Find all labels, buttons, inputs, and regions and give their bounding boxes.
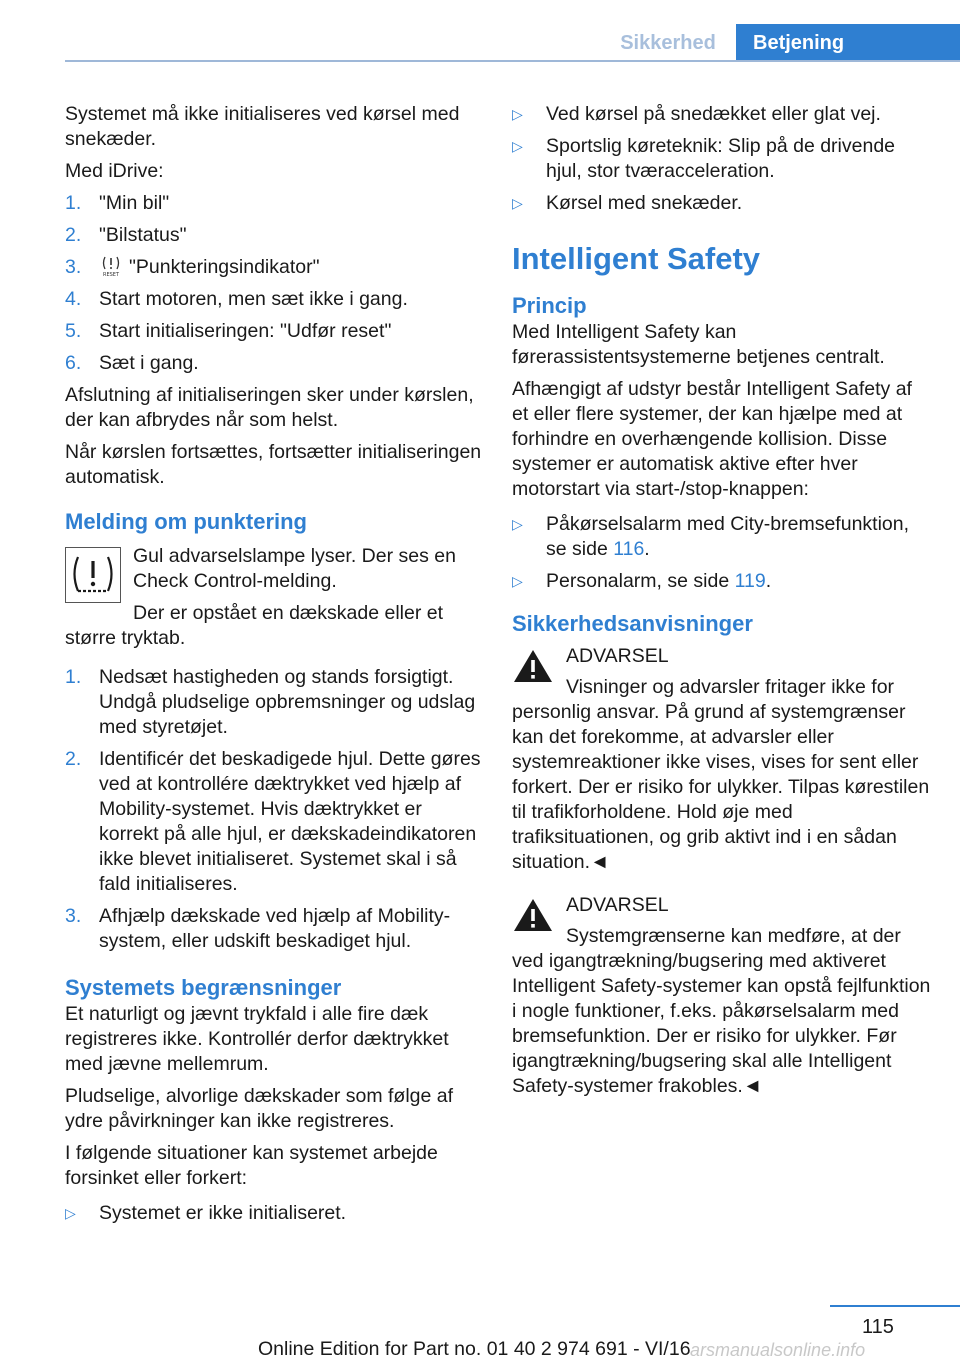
item-text-end: . [765,570,772,592]
header-divider [65,60,960,62]
page-link-119[interactable]: 119 [734,570,766,592]
triangle-bullet-icon: ▷ [512,516,523,532]
step-number: 2. [65,224,82,246]
list-item [512,512,932,562]
warning-heading: ADVARSEL [566,894,669,916]
left-column [65,102,483,1233]
triangle-bullet-icon: ▷ [512,573,523,589]
step-number: 2. [65,748,82,770]
warning-text: Systemgrænserne kan medføre, at der ved igangtrækning/bugsering med aktiveret Intelligent Safety-systemer kan opstå fejlfunktion i nogle funktioner, f.eks. påkørselsalarm med bremsefunktion. Der er risiko for ulykker. Før igangtrækning/bugsering skal alle Intelligent Safety-systemer frakobles.◄ [512,925,931,1097]
step-text: "Min bil" [99,192,170,214]
list-item [65,747,483,897]
item-text: Systemet er ikke initialiseret. [99,1202,347,1224]
item-text: Personalarm, se side [546,570,735,592]
step-text: Nedsæt hastigheden og stands forsigtigt. Undgå pludselige opbremsninger og udslag med styretøjet. [99,666,476,738]
page-link-116[interactable]: 116 [613,538,645,560]
list-item [512,191,932,216]
triangle-bullet-icon: ▷ [65,1205,76,1221]
warning-triangle-icon [512,648,554,684]
step-text: Sæt i gang. [99,352,199,374]
step-text: Start motoren, men sæt ikke i gang. [99,288,408,310]
paragraph: Afslutning af initialiseringen sker under kørslen, der kan afbrydes når som helst. [65,384,474,431]
list-item [65,904,483,954]
list-item [65,319,483,344]
triangle-bullet-icon: ▷ [512,138,523,154]
item-text: Kørsel med snekæder. [546,192,743,214]
list-item [65,255,483,280]
triangle-bullet-icon: ▷ [512,195,523,211]
list-item [65,223,483,248]
step-text: Identificér det beskadigede hjul. Dette gøres ved at kontrollére dæktrykket ved hjælp af Mobility-systemet. Hvis dæktrykket er korrekt på alle hjul, er dækskadeindikatoren ikke blevet initialiseret. Systemet skal i så fald initialiseres. [99,748,481,895]
paragraph: Med iDrive: [65,160,164,182]
step-number: 3. [65,256,82,278]
warning-heading: ADVARSEL [566,645,669,667]
triangle-bullet-icon: ▷ [512,106,523,122]
step-number: 4. [65,288,82,310]
list-item [65,287,483,312]
warning-triangle-icon [512,897,554,933]
watermark: arsmanualsonline.info [690,1340,866,1360]
paragraph: Gul advarselslampe lyser. Der ses en Check Control-melding. [133,545,456,592]
list-item [512,102,932,127]
list-item [512,569,932,594]
paragraph: Afhængigt af udstyr består Intelligent Safety af et eller flere systemer, der kan hjælpe med at forhindre en overhængende kollision. Disse systemer er automatisk aktive efter hver motorstart via start-/stop-knappen: [512,378,912,500]
paragraph: Systemet må ikke initialiseres ved kørsel med snekæder. [65,103,460,150]
tab-sikkerhed[interactable]: Sikkerhed [620,32,716,54]
right-column [512,102,932,1106]
step-number: 5. [65,320,82,342]
begraensninger-list [65,1201,483,1226]
item-text: Ved kørsel på snedækket eller glat vej. [546,103,881,125]
warning-text: Visninger og advarsler fritager ikke for personlig ansvar. På grund af systemgrænser kan det forekomme, at advarsler eller systemreaktioner ikke vises, vises for sent eller forkert. Der er risiko for ulykker. Tilpas kørestilen til trafikforholdene. Hold øje med trafiksituationen, og grib aktivt ind i en sådan situation.◄ [512,676,930,873]
intelligent-safety-systems [512,512,932,594]
step-text: "Punkteringsindikator" [129,256,320,278]
item-text-end: . [644,538,650,560]
paragraph: Et naturligt og jævnt trykfald i alle fire dæk registreres ikke. Kontrollér derfor dæktrykket med jævne mellemrum. [65,1003,449,1075]
tire-reset-icon [99,255,123,277]
warning-block [512,893,932,1099]
section-heading-intelligent-safety: Intelligent Safety [512,241,761,276]
step-number: 1. [65,192,82,214]
step-text: Afhjælp dækskade ved hjælp af Mobility-system, eller udskift beskadiget hjul. [99,905,451,952]
paragraph: Med Intelligent Safety kan førerassistentsystemerne betjenes centralt. [512,321,885,368]
svg-text:RESET: RESET [102,272,120,277]
paragraph: I følgende situationer kan systemet arbejde forsinket eller forkert: [65,1142,438,1189]
section-heading-melding: Melding om punktering [65,509,307,534]
list-item [512,134,932,184]
situations-list [512,102,932,216]
step-number: 6. [65,352,82,374]
list-item [65,191,483,216]
item-text: Påkørselsalarm med City-bremsefunktion, se side [546,513,910,560]
step-number: 3. [65,905,82,927]
section-heading-sikkerhedsanvisninger: Sikkerhedsanvisninger [512,611,753,636]
paragraph: Når kørslen fortsættes, fortsætter initialiseringen automatisk. [65,441,482,488]
page-number: 115 [862,1316,894,1338]
section-heading-begraensninger: Systemets begrænsninger [65,975,342,1000]
footer-divider [830,1305,960,1307]
step-text: Start initialiseringen: "Udfør reset" [99,320,392,342]
paragraph: Der er opstået en dækskade eller et større tryktab. [65,602,444,649]
edition-note: Online Edition for Part no. 01 40 2 974 691 - VI/16 [258,1338,691,1360]
idrive-steps [65,191,483,376]
paragraph: Pludselige, alvorlige dækskader som følge af ydre påvirkninger kan ikke registreres. [65,1085,454,1132]
item-text: Sportslig køreteknik: Slip på de drivende hjul, stor tværacceleration. [546,135,896,182]
tab-betjening[interactable]: Betjening [736,24,960,62]
list-item [65,1201,483,1226]
melding-steps [65,665,483,954]
tire-pressure-warning-icon [65,547,121,603]
list-item [65,351,483,376]
step-number: 1. [65,666,82,688]
list-item [65,665,483,740]
step-text: "Bilstatus" [99,224,187,246]
melding-block [65,544,483,651]
warning-block [512,644,932,875]
subheading-princip: Princip [512,293,587,318]
